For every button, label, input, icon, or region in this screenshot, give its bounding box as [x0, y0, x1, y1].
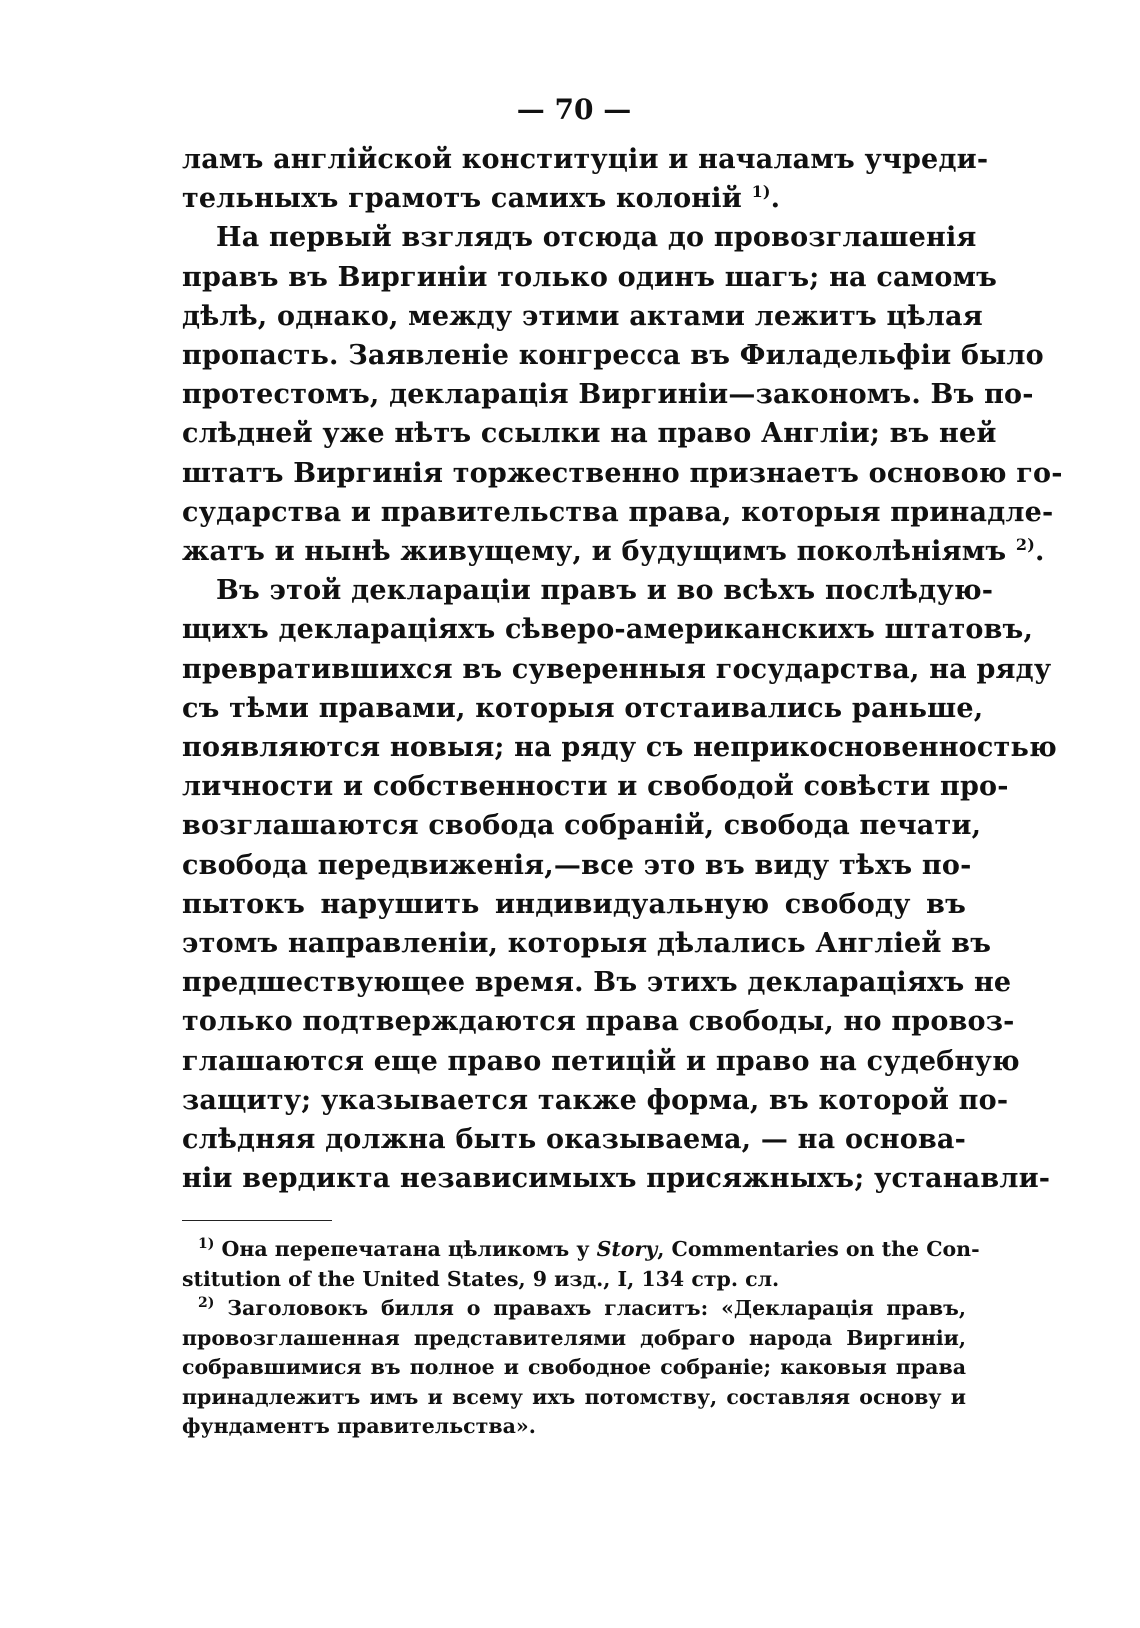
footnote-mark: 1)	[198, 1236, 215, 1253]
text-line	[182, 493, 1054, 532]
footnote-2	[182, 1294, 966, 1323]
footnote-2-line	[182, 1353, 966, 1382]
text-line-content: тельныхъ грамотъ самихъ колоній	[182, 183, 742, 215]
text-line-tail: .	[1035, 536, 1045, 568]
footnote-text: принадлежитъ имъ и всему ихъ потомству, составляя основу и	[182, 1384, 966, 1409]
footnote-1	[182, 1235, 980, 1264]
footnote-mark: 2)	[198, 1295, 215, 1312]
text-line-content: этомъ направленіи, которыя дѣлались Англіей въ	[182, 928, 992, 960]
text-line-content: глашаются еще право петицій и право на судебную	[182, 1045, 1020, 1077]
footnote-ref: 2)	[1015, 535, 1036, 555]
main-text	[182, 140, 1063, 1198]
footnote-text: собравшимися въ полное и свободное собраніе; каковыя права	[182, 1355, 966, 1380]
text-line-content: превратившихся въ суверенныя государства, на ряду	[182, 653, 1052, 685]
text-line	[182, 179, 966, 218]
text-line	[182, 414, 997, 453]
text-line	[182, 532, 1045, 571]
footnote-2-line	[182, 1383, 966, 1412]
text-line-content: сударства и правительства права, которыя принадле-	[182, 496, 1054, 528]
text-line	[182, 1120, 966, 1159]
text-line	[182, 571, 994, 610]
page-number: — 70 —	[516, 93, 632, 126]
text-line	[182, 689, 984, 728]
book-page	[182, 92, 1063, 1441]
footnote-text: , Commentaries on the Con-	[657, 1237, 980, 1262]
text-line-content: На первый взглядъ отсюда до провозглашенія	[216, 222, 977, 254]
text-line	[182, 1159, 1051, 1198]
footnotes	[182, 1235, 980, 1441]
text-line-content: дѣлѣ, однако, между этими актами лежитъ цѣлая	[182, 300, 983, 332]
text-line-content: свобода передвиженія,—все это въ виду тѣхъ по-	[182, 849, 972, 881]
text-line-content: штатъ Виргинія торжественно признаетъ основою го-	[182, 457, 1063, 489]
text-line-content: пытокъ нарушить индивидуальную свободу въ	[182, 888, 966, 920]
text-line-content: только подтверждаются права свободы, но провоз-	[182, 1006, 1015, 1038]
text-line	[182, 218, 977, 257]
text-line	[182, 375, 1034, 414]
footnote-text: Заголовокъ билля о правахъ гласитъ: «Декларація правъ,	[227, 1296, 966, 1321]
footnote-2-line	[182, 1324, 966, 1353]
text-line	[182, 846, 972, 885]
text-line-content: личности и собственности и свободой совѣсти про-	[182, 771, 1009, 803]
text-line	[182, 650, 1052, 689]
text-line	[182, 297, 983, 336]
text-line	[182, 924, 992, 963]
footnote-text: stitution of the United States, 9 изд., I, 134 стр. сл.	[182, 1266, 780, 1291]
text-line-content: правъ въ Виргиніи только одинъ шагъ; на самомъ	[182, 261, 998, 293]
text-line	[182, 728, 1057, 767]
text-line-content: слѣдней уже нѣтъ ссылки на право Англіи; въ ней	[182, 418, 997, 450]
text-line	[182, 1081, 1009, 1120]
footnote-text: Она перепечатана цѣликомъ у	[221, 1237, 597, 1262]
footnote-2-line	[182, 1412, 966, 1441]
text-line	[182, 610, 1034, 649]
text-line-content: щихъ декларацiяхъ сѣверо-американскихъ штатовъ,	[182, 614, 1034, 646]
text-line-content: предшествующее время. Въ этихъ декларацiяхъ не	[182, 967, 1012, 999]
footnote-1-line	[182, 1265, 966, 1294]
text-line-content: протестомъ, декларація Виргиніи—закономъ. Въ по-	[182, 379, 1034, 411]
text-line	[182, 885, 966, 924]
text-line-content: Въ этой декларацiи правъ и во всѣхъ послѣдую-	[216, 575, 994, 607]
text-line-content: появляются новыя; на ряду съ неприкосновенностью	[182, 732, 1057, 764]
text-line-content: пропасть. Заявленіе конгресса въ Филадельфіи было	[182, 340, 1044, 372]
text-line-content: ламъ англійской конституціи и началамъ учреди-	[182, 144, 989, 175]
text-line	[182, 1002, 1015, 1041]
text-line-content: жатъ и нынѣ живущему, и будущимъ поколѣніямъ	[182, 536, 1007, 568]
text-line	[182, 258, 998, 297]
text-line	[182, 1042, 1020, 1081]
text-line-content: съ тѣми правами, которыя отстаивались раньше,	[182, 692, 984, 724]
footnote-ref: 1)	[751, 182, 771, 202]
footnote-text: фундаментъ правительства».	[182, 1413, 536, 1438]
text-line-tail: .	[770, 183, 781, 215]
text-line	[182, 454, 1063, 493]
footnote-text: провозглашенная представителями добраго народа Виргиніи,	[182, 1325, 966, 1350]
text-line-content: защиту; указывается также форма, въ которой по-	[182, 1084, 1009, 1116]
footnote-divider	[182, 1220, 332, 1221]
text-line	[182, 336, 1044, 375]
text-line	[182, 963, 1012, 1002]
text-line	[182, 140, 989, 179]
text-line-content: возглашаются свобода собраній, свобода печати,	[182, 810, 982, 842]
text-line	[182, 767, 1009, 806]
text-line-content: ніи вердикта независимыхъ присяжныхъ; устанавли-	[182, 1163, 1051, 1195]
text-line	[182, 806, 982, 845]
text-line-content: слѣдняя должна быть оказываема, — на основа-	[182, 1124, 967, 1156]
footnote-author: Story	[596, 1237, 658, 1262]
